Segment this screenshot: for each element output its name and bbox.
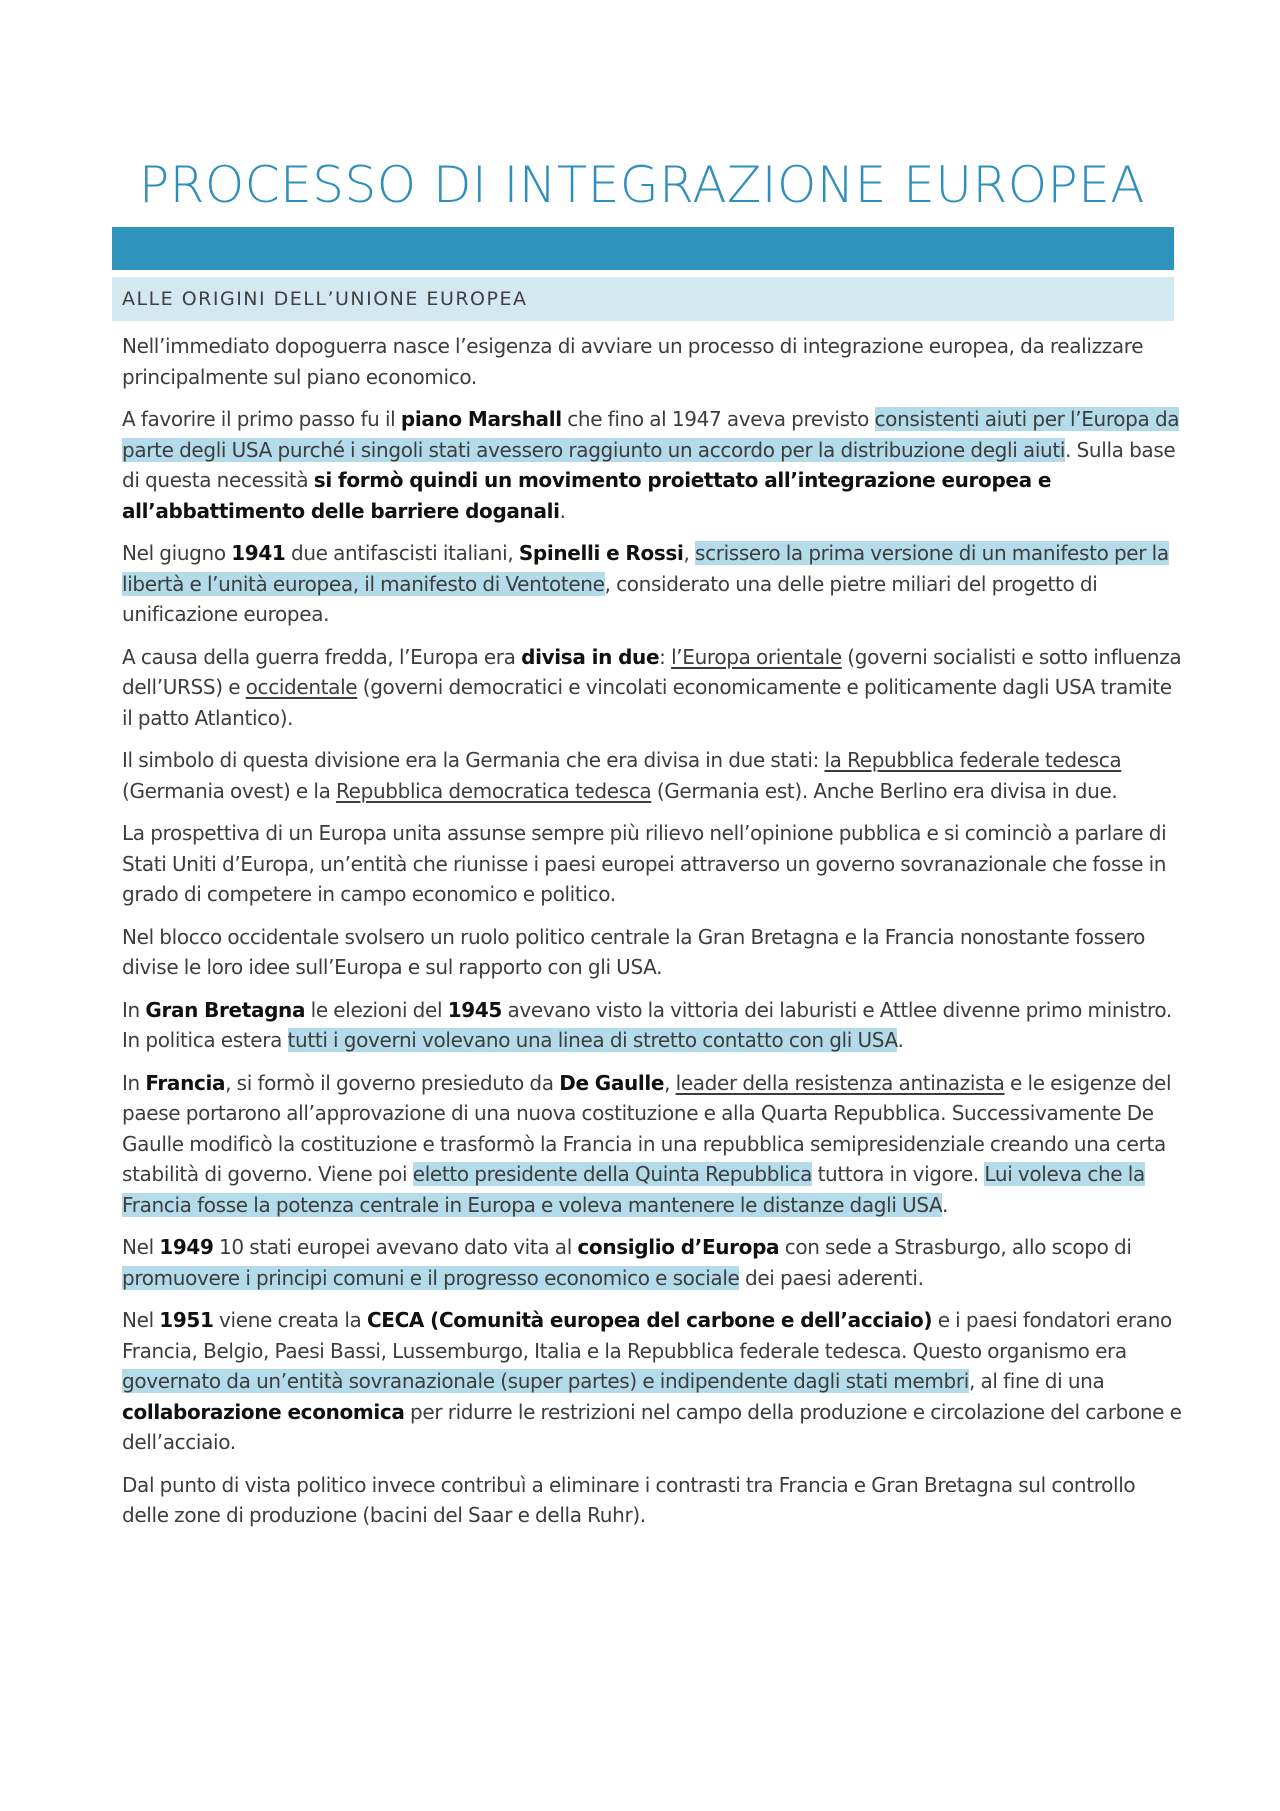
bold-text: 1949 bbox=[159, 1235, 214, 1259]
underlined-text: occidentale bbox=[245, 675, 358, 699]
bold-text: collaborazione economica bbox=[122, 1399, 405, 1424]
paragraph: Nell’immediato dopoguerra nasce l’esigenza di avviare un processo di integrazione europea, da realizzare principalmente sul piano economico. bbox=[122, 334, 1144, 389]
highlighted-text: eletto presidente della Quinta Repubblica bbox=[412, 1162, 813, 1186]
bold-text: si formò quindi un movimento proiettato all’integrazione europea e all’abbattimento delle barriere doganali bbox=[122, 468, 1052, 523]
page-title: PROCESSO DI INTEGRAZIONE EUROPEA bbox=[138, 156, 1146, 214]
paragraph: Nel 1949 10 stati europei avevano dato vita al consiglio d’Europa con sede a Strasburgo, allo scopo di promuovere i principi comuni e il progresso economico e sociale dei paesi aderenti. bbox=[122, 1235, 1132, 1290]
title-bar bbox=[112, 227, 1174, 270]
underlined-text: Repubblica democratica tedesca bbox=[336, 778, 652, 803]
bold-text: consiglio d’Europa bbox=[577, 1235, 780, 1259]
bold-text: Spinelli e Rossi bbox=[518, 541, 684, 565]
underlined-text: l’Europa orientale bbox=[671, 644, 842, 669]
paragraph: A causa della guerra fredda, l’Europa era divisa in due: l’Europa orientale (governi socialisti e sotto influenza dell’URSS) e occidentale (governi democratici e vincolati economicamente e politicamente dagli USA tramite il patto Atlantico). bbox=[122, 644, 1182, 730]
highlighted-text: tutti i governi volevano una linea di stretto contatto con gli USA bbox=[287, 1028, 898, 1052]
paragraph: La prospettiva di un Europa unita assunse sempre più rilievo nell’opinione pubblica e si cominciò a parlare di Stati Uniti d’Europa, un’entità che riunisse i paesi europei attraverso un governo sovranazionale che fosse in grado di competere in campo economico e politico. bbox=[122, 821, 1167, 906]
bold-text: 1951 bbox=[159, 1308, 214, 1332]
document-body bbox=[122, 331, 1182, 1543]
paragraph: Nel giugno 1941 due antifascisti italiani, Spinelli e Rossi, scrissero la prima versione di un manifesto per la libertà e l’unità europea, il manifesto di Ventotene, considerato una delle pietre miliari del progetto di unificazione europea. bbox=[122, 541, 1169, 626]
section-title: ALLE ORIGINI DELL’UNIONE EUROPEA bbox=[122, 288, 528, 310]
highlighted-text: consistenti aiuti per l’Europa da parte degli USA purché i singoli stati avessero raggiunto un accordo per la distribuzione degli aiuti bbox=[122, 407, 1180, 462]
paragraph: In Gran Bretagna le elezioni del 1945 avevano visto la vittoria dei laburisti e Attlee divenne primo ministro. In politica estera tutti i governi volevano una linea di stretto contatto con gli USA. bbox=[122, 997, 1172, 1052]
bold-text: CECA (Comunità europea del carbone e dell’acciaio) bbox=[366, 1308, 933, 1332]
paragraph: Dal punto di vista politico invece contribuì a eliminare i contrasti tra Francia e Gran Bretagna sul controllo delle zone di produzione (bacini del Saar e della Ruhr). bbox=[122, 1472, 1136, 1527]
underlined-text: leader della resistenza antinazista bbox=[675, 1070, 1005, 1095]
paragraph: Nel blocco occidentale svolsero un ruolo politico centrale la Gran Bretagna e la Francia nonostante fossero divise le loro idee sull’Europa e sul rapporto con gli USA. bbox=[122, 924, 1146, 979]
bold-text: Gran Bretagna bbox=[145, 997, 306, 1022]
underlined-text: la Repubblica federale tedesca bbox=[824, 748, 1122, 772]
highlighted-text: governato da un’entità sovranazionale (super partes) e indipendente dagli stati membri bbox=[122, 1369, 969, 1393]
highlighted-text: Lui voleva che la Francia fosse la potenza centrale in Europa e voleva mantenere le distanze dagli USA bbox=[122, 1162, 1145, 1217]
paragraph: In Francia, si formò il governo presieduto da De Gaulle, leader della resistenza antinazista e le esigenze del paese portarono all’approvazione di una nuova costituzione e alla Quarta Repubblica. Successivamente De Gaulle modificò la costituzione e trasformò la Francia in una repubblica semipresidenziale creando una certa stabilità di governo. Viene poi eletto presidente della Quinta Repubblica tuttora in vigore. Lui voleva che la Francia fosse la potenza centrale in Europa e voleva mantenere le distanze dagli USA. bbox=[122, 1070, 1172, 1217]
bold-text: De Gaulle bbox=[559, 1070, 665, 1095]
paragraph: A favorire il primo passo fu il piano Marshall che fino al 1947 aveva previsto consistenti aiuti per l’Europa da parte degli USA purché i singoli stati avessero raggiunto un accordo per la distribuzione degli aiuti. Sulla base di questa necessità si formò quindi un movimento proiettato all’integrazione europea e all’abbattimento delle barriere doganali. bbox=[122, 407, 1180, 523]
bold-text: 1941 bbox=[231, 541, 286, 565]
highlighted-text: scrissero la prima versione di un manifesto per la libertà e l’unità europea, il manifesto di Ventotene bbox=[122, 541, 1169, 596]
highlighted-text: promuovere i principi comuni e il progresso economico e sociale bbox=[122, 1265, 740, 1290]
bold-text: Francia bbox=[145, 1070, 226, 1095]
bold-text: piano Marshall bbox=[400, 407, 562, 431]
paragraph: Nel 1951 viene creata la CECA (Comunità europea del carbone e dell’acciaio) e i paesi fondatori erano Francia, Belgio, Paesi Bassi, Lussemburgo, Italia e la Repubblica federale tedesca. Questo organismo era governato da un’entità sovranazionale (super partes) e indipendente dagli stati membri, al fine di una collaborazione economica per ridurre le restrizioni nel campo della produzione e circolazione del carbone e dell’acciaio. bbox=[122, 1308, 1182, 1454]
bold-text: 1945 bbox=[447, 997, 502, 1022]
paragraph: Il simbolo di questa divisione era la Germania che era divisa in due stati: la Repubblica federale tedesca (Germania ovest) e la Repubblica democratica tedesca (Germania est). Anche Berlino era divisa in due. bbox=[122, 748, 1122, 803]
bold-text: divisa in due bbox=[521, 644, 660, 669]
